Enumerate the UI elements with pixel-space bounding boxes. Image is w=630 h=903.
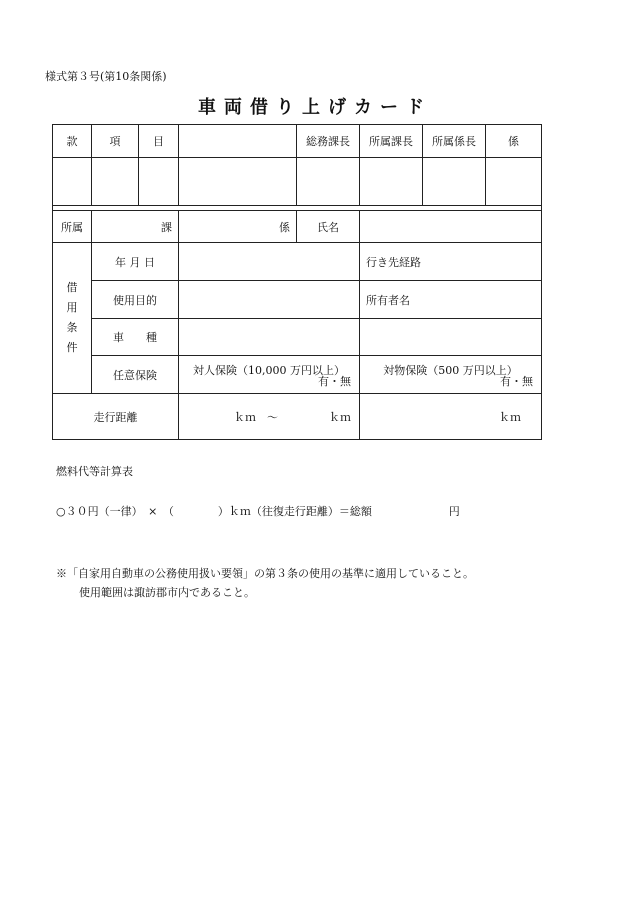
- distance-tilde: 〜: [267, 411, 278, 424]
- property-insurance-label: 対物保険（500 万円以上）: [383, 364, 518, 377]
- clerk-stamp-cell[interactable]: [486, 158, 542, 206]
- form-number: 様式第３号(第10条関係): [45, 70, 167, 83]
- insurance-label: 任意保険: [92, 356, 179, 394]
- moku-value-cell[interactable]: [139, 158, 179, 206]
- insurance-row: [53, 356, 542, 394]
- affiliation-label: 所属: [53, 211, 92, 243]
- header-subsection-chief: 所属係長: [423, 125, 486, 158]
- purpose-field[interactable]: [179, 281, 360, 319]
- vehicle-type-row: [53, 319, 542, 356]
- fuel-calc-title: 燃料代等計算表: [56, 465, 133, 478]
- section-chief-stamp-cell[interactable]: [360, 158, 423, 206]
- destination-field[interactable]: 行き先経路: [360, 243, 542, 281]
- bodily-insurance-cell[interactable]: [179, 356, 360, 394]
- rental-conditions-label: 借 用 条 件: [53, 243, 92, 394]
- distance-total-field[interactable]: ｋｍ: [360, 394, 542, 440]
- header-blank: [179, 125, 297, 158]
- header-section-chief: 所属課長: [360, 125, 423, 158]
- fuel-calc-formula: ○３０円（一律） × （ ）ｋｍ（往復走行距離）＝総額 円: [56, 505, 460, 518]
- blank-value-cell[interactable]: [179, 158, 297, 206]
- property-insurance-cell[interactable]: [360, 356, 542, 394]
- distance-label: 走行距離: [53, 394, 179, 440]
- distance-range-field[interactable]: [179, 394, 360, 440]
- bodily-insurance-label: 対人保険（10,000 万円以上）: [193, 364, 345, 377]
- page-title: 車両借り上げカード: [198, 97, 432, 118]
- header-kan: 款: [53, 125, 92, 158]
- header-kou: 項: [92, 125, 139, 158]
- approval-header-row: [53, 125, 542, 158]
- bodily-insurance-status[interactable]: 有・無: [318, 375, 351, 388]
- name-field[interactable]: [360, 211, 542, 243]
- distance-row: [53, 394, 542, 440]
- header-clerk: 係: [486, 125, 542, 158]
- property-insurance-status[interactable]: 有・無: [500, 375, 533, 388]
- kou-value-cell[interactable]: [92, 158, 139, 206]
- vehicle-extra-field[interactable]: [360, 319, 542, 356]
- header-general-affairs-chief: 総務課長: [297, 125, 360, 158]
- distance-from-unit: ｋｍ: [234, 411, 256, 424]
- owner-field[interactable]: 所有者名: [360, 281, 542, 319]
- vehicle-type-label: 車 種: [92, 319, 179, 356]
- name-label: 氏名: [297, 211, 360, 243]
- approval-stamp-row: [53, 158, 542, 206]
- date-label: 年 月 日: [92, 243, 179, 281]
- affiliation-row: [53, 211, 542, 243]
- date-row: [53, 243, 542, 281]
- header-moku: 目: [139, 125, 179, 158]
- subsection-chief-stamp-cell[interactable]: [423, 158, 486, 206]
- general-affairs-stamp-cell[interactable]: [297, 158, 360, 206]
- subsection-field[interactable]: 係: [179, 211, 297, 243]
- vehicle-type-field[interactable]: [179, 319, 360, 356]
- purpose-label: 使用目的: [92, 281, 179, 319]
- distance-to-unit: ｋｍ: [329, 411, 351, 424]
- usage-note-1: ※「自家用自動車の公務使用扱い要領」の第３条の使用の基準に適用していること。: [56, 567, 474, 580]
- rental-card-table: [52, 124, 542, 440]
- kan-value-cell[interactable]: [53, 158, 92, 206]
- purpose-row: [53, 281, 542, 319]
- usage-note-2: 使用範囲は諏訪郡市内であること。: [79, 586, 255, 599]
- section-field[interactable]: 課: [92, 211, 179, 243]
- date-field[interactable]: [179, 243, 360, 281]
